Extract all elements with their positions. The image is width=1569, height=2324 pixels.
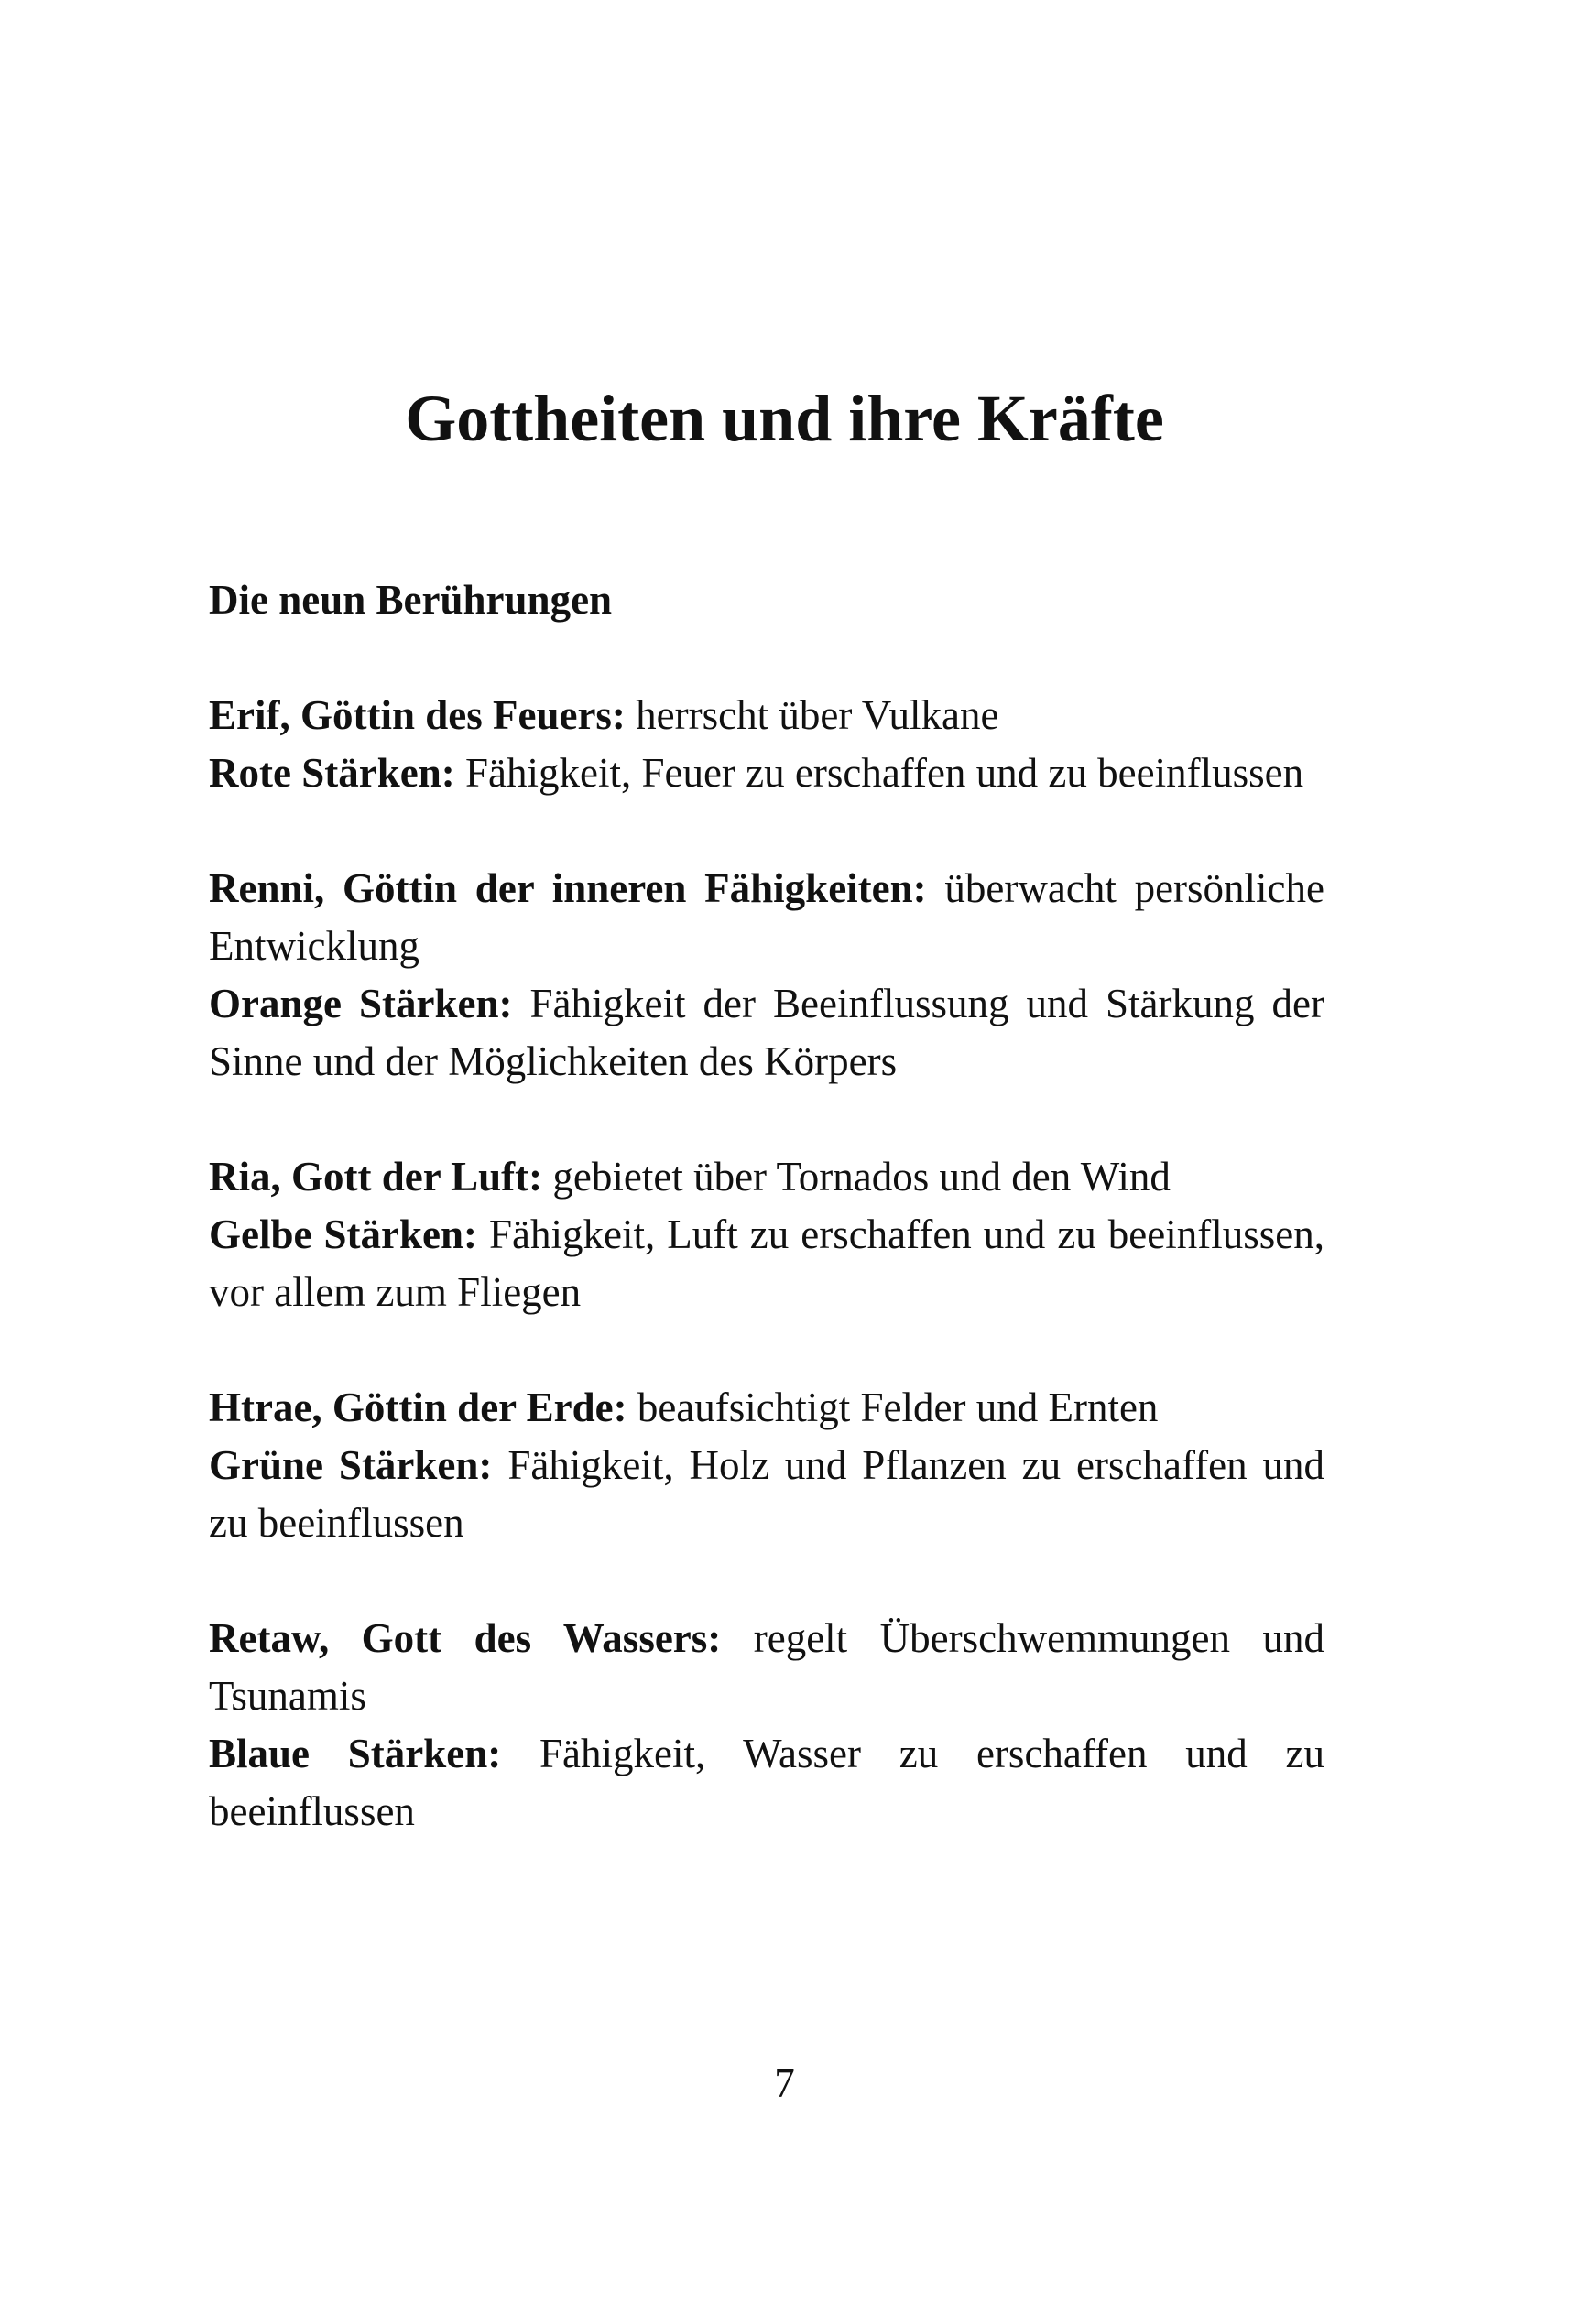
power-label: Gelbe Stärken: bbox=[209, 1211, 477, 1257]
deity-line bbox=[209, 687, 1324, 744]
deity-description: herrscht über Vulkane bbox=[625, 692, 999, 738]
power-line bbox=[209, 1206, 1324, 1321]
deity-label: Erif, Göttin des Feuers: bbox=[209, 692, 626, 738]
power-label: Grüne Stärken: bbox=[209, 1442, 493, 1488]
power-description: Fähigkeit, Wasser zu erschaffen und zu beeinflussen bbox=[209, 1731, 1324, 1834]
deity-label: Retaw, Gott des Wassers: bbox=[209, 1615, 722, 1661]
power-line bbox=[209, 975, 1324, 1091]
power-description: Fähigkeit der Beeinflussung und Stärkung der Sinne und der Möglichkeiten des Körpers bbox=[209, 981, 1324, 1084]
page-title: Gottheiten und ihre Kräfte bbox=[405, 382, 1164, 455]
section-heading: Die neun Berührungen bbox=[209, 577, 613, 623]
power-label: Rote Stärken: bbox=[209, 750, 455, 796]
deity-entry-renni bbox=[209, 860, 1324, 1091]
power-label: Blaue Stärken: bbox=[209, 1731, 502, 1776]
power-line bbox=[209, 744, 1324, 802]
power-description: Fähigkeit, Luft zu erschaffen und zu beeinflussen, vor allem zum Fliegen bbox=[209, 1211, 1324, 1315]
deity-entry-retaw bbox=[209, 1610, 1324, 1841]
deity-line bbox=[209, 1610, 1324, 1725]
deity-line bbox=[209, 860, 1324, 975]
power-line bbox=[209, 1437, 1324, 1552]
deity-description: gebietet über Tornados und den Wind bbox=[542, 1154, 1171, 1200]
deity-description: regelt Überschwemmungen und Tsunamis bbox=[209, 1615, 1324, 1719]
deity-label: Htrae, Göttin der Erde: bbox=[209, 1385, 627, 1430]
body-content bbox=[209, 571, 1324, 1898]
power-line bbox=[209, 1725, 1324, 1841]
power-description: Fähigkeit, Feuer zu erschaffen und zu beeinflussen bbox=[454, 750, 1304, 796]
deity-entry-ria bbox=[209, 1148, 1324, 1321]
deity-description: beaufsichtigt Felder und Ernten bbox=[627, 1385, 1159, 1430]
deity-entry-htrae bbox=[209, 1379, 1324, 1552]
deity-label: Ria, Gott der Luft: bbox=[209, 1154, 543, 1200]
deity-label: Renni, Göttin der inneren Fähigkeiten: bbox=[209, 865, 927, 911]
page-number: 7 bbox=[774, 2060, 795, 2106]
deity-line bbox=[209, 1148, 1324, 1206]
power-label: Orange Stärken: bbox=[209, 981, 513, 1026]
deity-line bbox=[209, 1379, 1324, 1437]
deity-entry-erif bbox=[209, 687, 1324, 802]
power-description: Fähigkeit, Holz und Pflanzen zu erschaffen und zu beeinflussen bbox=[209, 1442, 1324, 1546]
deity-description: überwacht persönliche Entwicklung bbox=[209, 865, 1324, 969]
